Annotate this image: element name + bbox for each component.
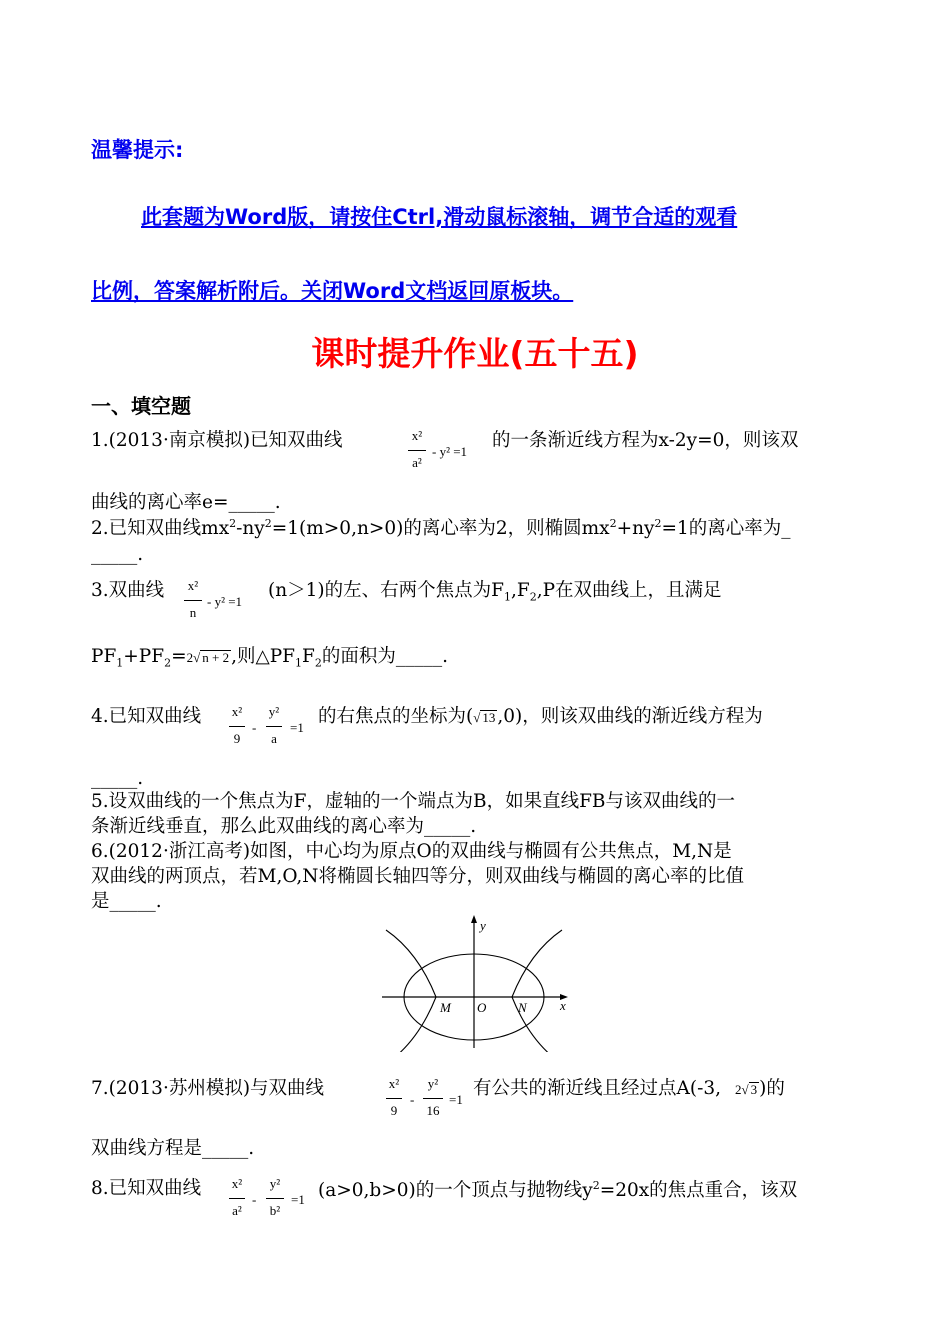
q8-post-a: (a>0,b>0)的一个顶点与抛物线y: [318, 1180, 593, 1202]
tip-line-2[interactable]: 比例，答案解析附后。关闭Word文档返回原板块。: [91, 279, 574, 303]
q6-figure-bg: [374, 910, 578, 1052]
q3-l2-sub1: 1: [116, 656, 124, 670]
q3-l2-sub2: 2: [164, 656, 172, 670]
q7-eq: =1: [449, 1092, 463, 1107]
q3-post-a: (n＞1)的左、右两个焦点为F: [268, 580, 504, 601]
q7-sqrt-expr: 2√ 3: [734, 1082, 758, 1097]
q3-l2-a: PF: [91, 646, 117, 667]
q5-line1: 5.设双曲线的一个焦点为F，虚轴的一个端点为B，如果直线FB与该双曲线的一: [91, 791, 736, 812]
q4-line2: _____.: [91, 768, 144, 789]
q8-frac2-den: b²: [269, 1203, 281, 1218]
q2-text-e: =1的离心率为_: [661, 518, 791, 540]
q3-l2-sub3: 1: [295, 656, 302, 670]
q4-post-b: ,0)，则该双曲线的渐近线方程为: [497, 706, 763, 727]
q3-frac-bar: [184, 600, 202, 601]
q7-fraction-2: [421, 1076, 445, 1122]
q8-frac2-bar: [266, 1198, 284, 1199]
q3-sqrt-coef: 2: [186, 650, 194, 665]
q4-post-a: 的右焦点的坐标为(: [318, 706, 474, 727]
q8-frac1-den: a²: [232, 1203, 242, 1218]
q4-pre: 4.已知双曲线: [91, 706, 202, 727]
q8-frac1-num: x²: [231, 1176, 243, 1191]
q5-line2: 条渐近线垂直，那么此双曲线的离心率为_____.: [91, 816, 477, 837]
q1-frac-den: a²: [412, 455, 422, 470]
q3-pre: 3.双曲线: [91, 580, 165, 601]
q8-pre: 8.已知双曲线: [91, 1178, 202, 1199]
q2-sup-1: 2: [229, 517, 237, 530]
tip-line-1[interactable]: 此套题为Word版，请按住Ctrl,滑动鼠标滚轴，调节合适的观看: [141, 205, 738, 229]
q3-line2: [91, 648, 448, 669]
q7-post-b: )的: [759, 1078, 785, 1099]
q3-l2-d: ,则△PF: [231, 646, 295, 667]
q3-frac-num: x²: [187, 578, 199, 593]
q4-fraction-1: [227, 704, 247, 750]
q4-post: [318, 708, 763, 727]
q8-frac2-num: y²: [269, 1176, 281, 1191]
q3-l2-c: =: [171, 646, 187, 667]
q2-sup-4: 2: [654, 517, 662, 530]
q1-line1: [91, 432, 343, 451]
q4-frac1-bar: [229, 726, 245, 727]
q1-line2: 曲线的离心率e=_____.: [91, 492, 281, 513]
q6-line3: 是_____.: [91, 891, 162, 912]
q7-post: [473, 1080, 785, 1099]
q3-post-c: ,P在双曲线上，且满足: [536, 580, 722, 601]
q4-fraction-2: [264, 704, 284, 750]
q3-sqrt-radicand: n + 2: [202, 650, 230, 665]
q3-l2-b: +PF: [123, 646, 165, 667]
q3-l2-sub4: 2: [314, 656, 322, 670]
q2-text-d: +ny: [616, 518, 655, 540]
q3-frac-den: n: [189, 605, 197, 620]
q4-frac1-num: x²: [231, 704, 243, 719]
q6-line1: 6.(2012·浙江高考)如图，中心均为原点O的双曲线与椭圆有公共焦点，M,N是: [91, 841, 732, 862]
q8-post: [318, 1180, 797, 1201]
q1-pre: 1.(2013·南京模拟)已知双曲线: [91, 430, 343, 451]
q8-frac1-bar: [229, 1198, 245, 1199]
q1-post: 的一条渐近线方程为x-2y=0，则该双: [492, 430, 799, 451]
q2-sup-3: 2: [609, 517, 617, 530]
q7-line2: 双曲线方程是_____.: [91, 1138, 255, 1159]
q3-sub-1: 1: [503, 590, 511, 604]
q8-fraction-1: [227, 1176, 247, 1222]
q3-fraction: [182, 578, 204, 624]
q2-text-a: 2.已知双曲线mx: [91, 518, 230, 540]
q7-fraction-1: [384, 1076, 404, 1122]
q2-line2: _____.: [91, 544, 144, 565]
q7-frac1-bar: [386, 1098, 402, 1099]
label-M: M: [440, 1000, 451, 1015]
q8-fraction-2: [264, 1176, 286, 1222]
q3-frac-rest: - y² =1: [207, 594, 243, 609]
q7-frac2-num: y²: [427, 1076, 439, 1091]
q2-text-b: -ny: [236, 518, 265, 540]
section-heading: 一、填空题: [91, 394, 191, 418]
q4-sqrt: √ 13: [473, 710, 496, 725]
q4-minus: -: [252, 720, 257, 735]
q7-frac1-den: 9: [390, 1103, 398, 1118]
label-x: x: [560, 998, 566, 1013]
q8-post-b: =20x的焦点重合，该双: [599, 1180, 798, 1202]
label-N: N: [518, 1000, 527, 1015]
label-O: O: [477, 1000, 487, 1015]
q2-sup-2: 2: [264, 517, 272, 530]
q4-frac2-bar: [266, 726, 282, 727]
q7-sqrt-coef: 2: [734, 1082, 742, 1097]
q7-pre: 7.(2013·苏州模拟)与双曲线: [91, 1078, 325, 1099]
q1-frac-rest: - y² =1: [432, 444, 468, 459]
q2-line1: [91, 518, 791, 539]
q3-l2-f: 的面积为_____.: [321, 646, 448, 667]
q3-post-b: ,F: [510, 580, 530, 601]
q4-frac2-num: y²: [268, 704, 280, 719]
q1-frac-num: x²: [411, 428, 423, 443]
q7-frac2-bar: [423, 1098, 443, 1099]
q3-sqrt-expr: 2√ n + 2: [186, 650, 230, 665]
q7-sqrt-radicand: 3: [750, 1082, 758, 1097]
q8-sup: 2: [592, 1179, 600, 1192]
q7-post-a: 有公共的渐近线且经过点A(-3,: [473, 1078, 721, 1099]
label-y: y: [480, 918, 486, 933]
q8-eq: =1: [291, 1192, 305, 1207]
q6-line2: 双曲线的两顶点，若M,O,N将椭圆长轴四等分，则双曲线与椭圆的离心率的比值: [91, 866, 744, 887]
q1-fraction: [406, 428, 428, 474]
q4-eq: =1: [290, 720, 304, 735]
tip-heading: 温馨提示:: [91, 138, 184, 162]
q7-frac2-den: 16: [426, 1103, 440, 1118]
q3-post: [268, 582, 722, 603]
q8-minus: -: [252, 1192, 257, 1207]
q4-sqrt-radicand: 13: [482, 710, 496, 725]
q6-figure: [374, 910, 578, 1052]
q3-sub-2: 2: [529, 590, 537, 604]
q7-minus: -: [410, 1092, 415, 1107]
q7-frac1-num: x²: [388, 1076, 400, 1091]
q4-frac2-den: a: [271, 731, 277, 746]
q4-frac1-den: 9: [233, 731, 241, 746]
q1-frac-bar: [408, 450, 426, 451]
q3-l2-e: F: [302, 646, 315, 667]
q2-text-c: =1(m>0,n>0)的离心率为2，则椭圆mx: [271, 518, 610, 540]
page-title: 课时提升作业(五十五): [311, 334, 639, 373]
